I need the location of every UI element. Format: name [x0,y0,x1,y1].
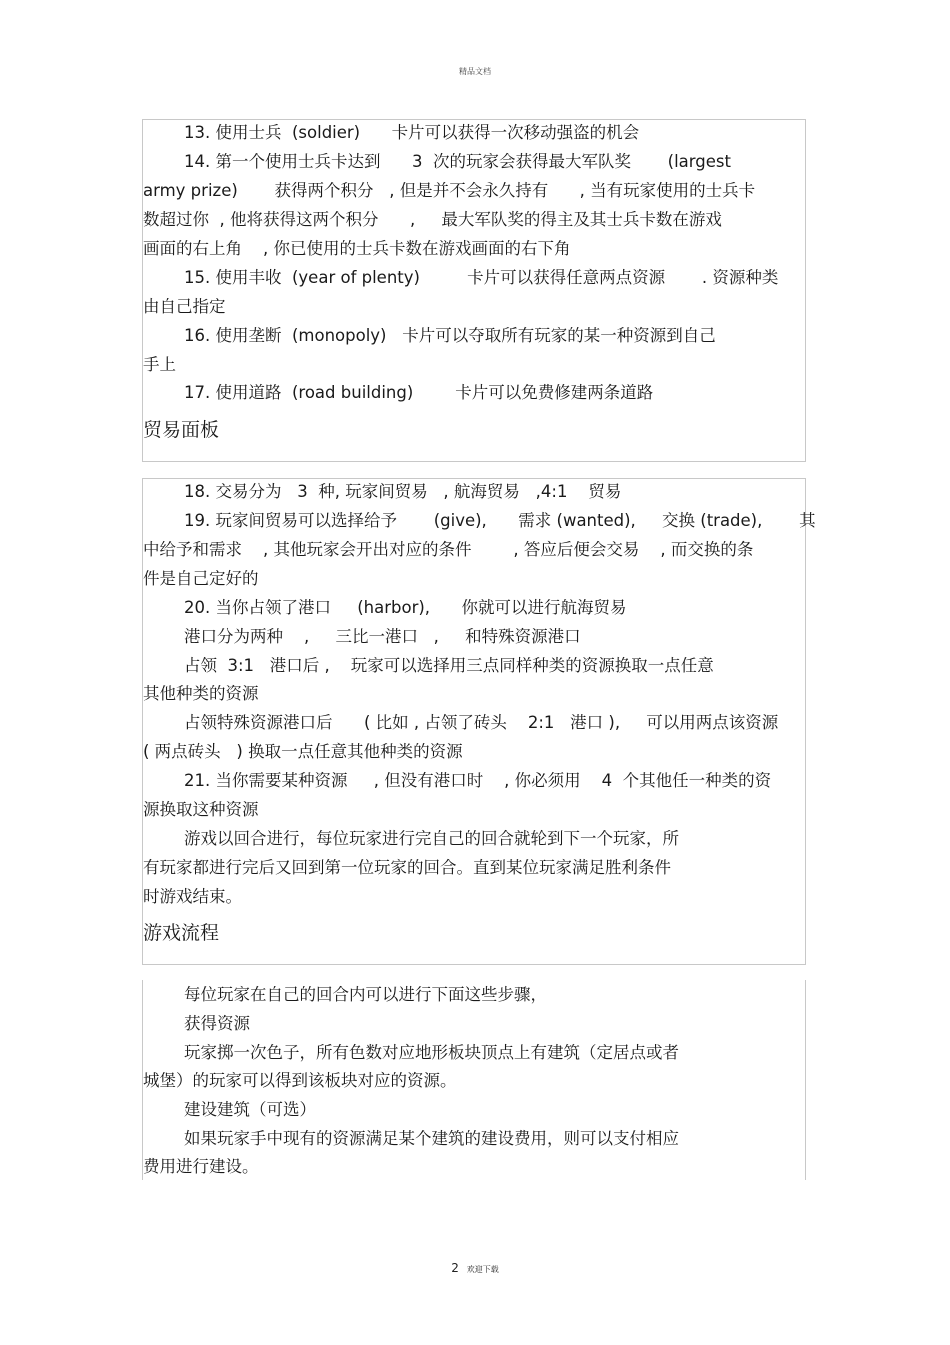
text-line: 城堡）的玩家可以得到该板块对应的资源。 [143,1071,457,1090]
text-line: 港口分为两种 , 三比一港口 , 和特殊资源港口 [184,627,581,646]
text-line: 15. 使用丰收 (year of plenty) 卡片可以获得任意两点资源 . 资源种类 [184,268,779,287]
text-line: 画面的右上角 , 你已使用的士兵卡数在游戏画面的右下角 [143,239,571,258]
text-line: ( 两点砖头 ) 换取一点任意其他种类的资源 [143,742,463,761]
text-line: 件是自己定好的 [143,569,259,588]
text-line: 14. 第一个使用士兵卡达到 3 次的玩家会获得最大军队奖 (largest [184,152,731,171]
text-line: 时游戏结束。 [143,887,242,906]
text-line: 20. 当你占领了港口 (harbor), 你就可以进行航海贸易 [184,598,627,617]
text-line: 其他种类的资源 [143,684,259,703]
text-line: 有玩家都进行完后又回到第一位玩家的回合。直到某位玩家满足胜利条件 [143,858,671,877]
page-header: 精品文档 [459,67,491,76]
text-line: 18. 交易分为 3 种, 玩家间贸易 , 航海贸易 ,4:1 贸易 [184,482,622,501]
text-line: 数超过你 , 他将获得这两个积分 , 最大军队奖的得主及其士兵卡数在游戏 [143,210,722,229]
card-rules-box [142,119,806,462]
section-heading: 游戏流程 [143,922,220,944]
text-line: 源换取这种资源 [143,800,259,819]
text-line: 19. 玩家间贸易可以选择给予 (give), 需求 (wanted), 交换 (trade), 其 [184,511,816,530]
section-heading: 贸易面板 [143,419,220,441]
text-line: 玩家掷一次色子，所有色数对应地形板块顶点上有建筑（定居点或者 [184,1043,679,1062]
text-line: 获得资源 [184,1014,250,1033]
text-line: 占领特殊资源港口后 ( 比如 , 占领了砖头 2:1 港口 ), 可以用两点该资源 [184,713,779,732]
text-line: 21. 当你需要某种资源 , 但没有港口时 , 你必须用 4 个其他任一种类的资 [184,771,772,790]
text-line: 中给予和需求 , 其他玩家会开出对应的条件 , 答应后便会交易 , 而交换的条 [143,540,754,559]
text-line: 占领 3:1 港口后 , 玩家可以选择用三点同样种类的资源换取一点任意 [184,656,714,675]
text-line: 由自己指定 [143,297,226,316]
text-line: 如果玩家手中现有的资源满足某个建筑的建设费用，则可以支付相应 [184,1129,679,1148]
text-line: 16. 使用垄断 (monopoly) 卡片可以夺取所有玩家的某一种资源到自己 [184,326,716,345]
text-line: 费用进行建设。 [143,1157,259,1176]
footer-text: 欢迎下载 [466,1265,499,1274]
game-flow-box [142,980,806,1180]
page-number: 2 [451,1261,459,1275]
text-line: army prize) 获得两个积分 , 但是并不会永久持有 , 当有玩家使用的士兵卡 [143,181,756,200]
text-line: 17. 使用道路 (road building) 卡片可以免费修建两条道路 [184,383,654,402]
text-line: 手上 [143,355,176,374]
text-line: 每位玩家在自己的回合内可以进行下面这些步骤， [184,985,547,1004]
text-line: 游戏以回合进行，每位玩家进行完自己的回合就轮到下一个玩家，所 [184,829,679,848]
text-line: 13. 使用士兵 (soldier) 卡片可以获得一次移动强盗的机会 [184,123,640,142]
trade-rules-box [142,478,816,965]
page-footer [0,1261,950,1275]
text-line: 建设建筑（可选） [184,1100,316,1119]
